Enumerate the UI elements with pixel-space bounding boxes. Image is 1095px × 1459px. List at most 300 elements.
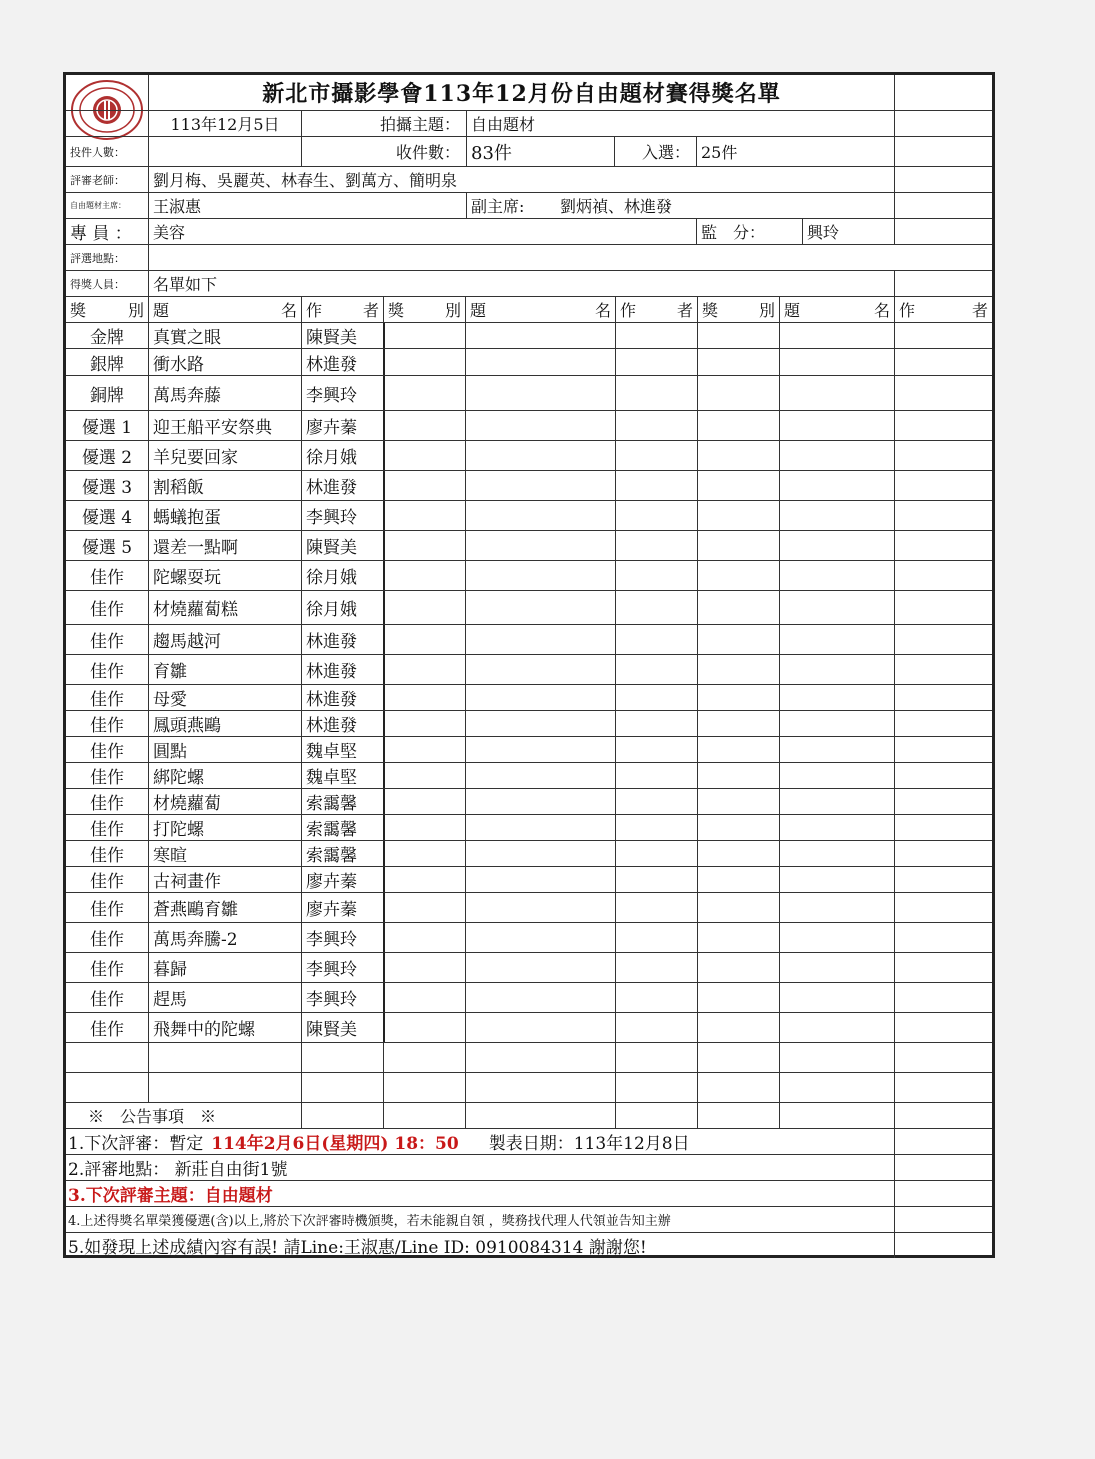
empty-cell — [615, 349, 697, 375]
empty-cell — [465, 531, 615, 560]
title-cell: 蒼燕鷗育雛 — [148, 893, 301, 922]
author-cell: 陳賢美 — [301, 323, 383, 348]
empty-cell — [465, 893, 615, 922]
staff-extra-cell — [894, 219, 992, 244]
author-cell: 索靄馨 — [301, 815, 383, 840]
award-cell: 佳作 — [90, 768, 124, 788]
author-cell: 李興玲 — [301, 501, 383, 530]
empty-cell — [615, 501, 697, 530]
empty-cell — [779, 867, 894, 892]
theme-label: 拍攝主題： — [301, 111, 466, 136]
chair-label: 自由題材主席： — [70, 201, 126, 210]
author-cell: 徐月娥 — [301, 441, 383, 470]
empty-cell — [779, 711, 894, 736]
staff-label: 專 員 ： — [70, 224, 132, 244]
empty-cell — [465, 1073, 615, 1102]
table-row — [66, 501, 992, 531]
empty-cell — [779, 531, 894, 560]
empty-cell — [697, 441, 779, 470]
author-cell: 李興玲 — [301, 983, 383, 1012]
author-cell: 李興玲 — [301, 953, 383, 982]
empty-cell — [465, 441, 615, 470]
notice-made-date: 製表日期：113年12月8日 — [488, 1134, 690, 1154]
award-cell: 佳作 — [90, 794, 124, 814]
empty-cell — [894, 349, 992, 375]
staff-value: 美容 — [148, 219, 696, 244]
table-row — [66, 625, 992, 655]
submitters-value — [148, 137, 301, 166]
empty-cell — [779, 411, 894, 440]
empty-cell — [615, 815, 697, 840]
table-row — [66, 983, 992, 1013]
empty-cell — [465, 561, 615, 590]
award-cell: 佳作 — [90, 900, 124, 920]
empty-cell — [383, 983, 465, 1012]
empty-cell — [894, 1013, 992, 1042]
title-cell: 迎王船平安祭典 — [148, 411, 301, 440]
empty-cell — [894, 763, 992, 788]
empty-cell — [779, 841, 894, 866]
award-cell: 優選 1 — [81, 418, 133, 438]
empty-cell — [465, 1013, 615, 1042]
table-row — [66, 441, 992, 471]
empty-cell — [894, 411, 992, 440]
author-cell: 廖卉蓁 — [301, 411, 383, 440]
title-cell: 暮歸 — [148, 953, 301, 982]
author-cell: 林進發 — [301, 349, 383, 375]
author-cell: 徐月娥 — [301, 591, 383, 624]
winners-row — [66, 271, 992, 297]
empty-cell — [383, 815, 465, 840]
award-cell: 優選 5 — [81, 538, 133, 558]
empty-cell — [894, 655, 992, 684]
empty-cell — [779, 815, 894, 840]
empty-cell — [894, 983, 992, 1012]
judges-row — [66, 167, 992, 193]
empty-cell — [697, 411, 779, 440]
table-row — [66, 471, 992, 501]
empty-cell — [383, 893, 465, 922]
award-cell: 銀牌 — [90, 354, 124, 375]
table-row — [66, 411, 992, 441]
table-row — [66, 323, 992, 349]
notice-next-review-label: 1.下次評審：暫定 — [68, 1134, 204, 1154]
empty-cell — [697, 376, 779, 410]
title-col-header-2: 題 名 — [465, 297, 615, 322]
title-cell: 真實之眼 — [148, 323, 301, 348]
empty-cell — [894, 815, 992, 840]
empty-cell — [465, 323, 615, 348]
empty-cell — [894, 867, 992, 892]
table-row — [66, 953, 992, 983]
notice-extra-cell — [894, 1207, 992, 1232]
empty-cell — [465, 685, 615, 710]
title-cell: 萬馬奔騰-2 — [148, 923, 301, 952]
vice-value: 劉炳禎、林進發 — [560, 197, 673, 216]
notice-next-review-date: 114年2月6日(星期四) 18：50 — [211, 1134, 459, 1154]
empty-cell — [615, 983, 697, 1012]
notice-next-theme: 3.下次評審主題：自由題材 — [68, 1186, 273, 1206]
title-cell: 萬馬奔藤 — [148, 376, 301, 410]
empty-cell — [465, 841, 615, 866]
title-cell: 羊兒要回家 — [148, 441, 301, 470]
empty-cell — [465, 411, 615, 440]
award-cell: 佳作 — [90, 872, 124, 892]
empty-cell — [615, 591, 697, 624]
empty-cell — [465, 953, 615, 982]
empty-cell — [615, 531, 697, 560]
notice-cell — [894, 1103, 992, 1128]
venue-label: 評選地點： — [70, 251, 125, 265]
notice-extra-cell — [894, 1181, 992, 1206]
empty-cell — [894, 711, 992, 736]
empty-cell — [465, 376, 615, 410]
award-cell: 佳作 — [90, 960, 124, 980]
table-row — [66, 685, 992, 711]
title-col-header-3: 題 名 — [779, 297, 894, 322]
author-cell: 索靄馨 — [301, 841, 383, 866]
empty-cell — [697, 841, 779, 866]
table-row — [66, 591, 992, 625]
staff-row — [66, 219, 992, 245]
empty-cell — [383, 411, 465, 440]
title-cell: 還差一點啊 — [148, 531, 301, 560]
award-col-header-2: 獎 別 — [383, 297, 465, 322]
empty-cell — [383, 323, 465, 348]
award-cell: 佳作 — [90, 662, 124, 682]
empty-cell — [697, 867, 779, 892]
award-cell: 銅牌 — [90, 385, 124, 406]
table-row — [66, 1073, 992, 1103]
supervisor-label: 監 分： — [696, 219, 778, 244]
empty-cell — [383, 711, 465, 736]
author-cell: 林進發 — [301, 471, 383, 500]
empty-cell — [779, 953, 894, 982]
empty-cell — [465, 625, 615, 654]
table-row — [66, 815, 992, 841]
empty-cell — [383, 655, 465, 684]
empty-cell — [465, 763, 615, 788]
empty-cell — [697, 893, 779, 922]
empty-cell — [779, 625, 894, 654]
empty-cell — [383, 591, 465, 624]
empty-cell — [894, 893, 992, 922]
empty-cell — [383, 501, 465, 530]
title-cell: 圓點 — [148, 737, 301, 762]
supervisor-value: 興玲 — [802, 219, 894, 244]
empty-cell — [383, 953, 465, 982]
notice-contact: 5.如發現上述成績內容有誤! 請Line:王淑惠/Line ID: 0910084314 謝謝您! — [68, 1238, 647, 1258]
notice-cell — [465, 1103, 615, 1128]
table-row — [66, 1013, 992, 1043]
award-cell: 佳作 — [90, 820, 124, 840]
empty-cell — [697, 625, 779, 654]
empty-cell — [894, 737, 992, 762]
selected-label: 入選： — [614, 137, 696, 166]
empty-cell — [779, 591, 894, 624]
table-row — [66, 1043, 992, 1073]
empty-cell — [615, 841, 697, 866]
award-cell: 佳作 — [90, 600, 124, 620]
column-header-row — [66, 297, 992, 323]
notice-line-5 — [66, 1233, 992, 1258]
empty-cell — [894, 531, 992, 560]
empty-cell — [697, 1013, 779, 1042]
date-theme-row — [66, 111, 992, 137]
theme-extra-cell — [894, 111, 992, 136]
award-cell: 佳作 — [90, 568, 124, 588]
empty-cell — [465, 815, 615, 840]
empty-cell — [894, 789, 992, 814]
author-cell: 林進發 — [301, 685, 383, 710]
title-col-header: 題 名 — [148, 297, 301, 322]
empty-cell — [383, 1013, 465, 1042]
empty-cell — [66, 1073, 148, 1102]
empty-cell — [779, 1073, 894, 1102]
empty-cell — [779, 923, 894, 952]
empty-cell — [779, 376, 894, 410]
author-cell: 李興玲 — [301, 923, 383, 952]
empty-cell — [383, 737, 465, 762]
author-cell: 林進發 — [301, 655, 383, 684]
empty-cell — [697, 983, 779, 1012]
award-col-header: 獎 別 — [70, 301, 144, 320]
author-cell: 陳賢美 — [301, 1013, 383, 1042]
empty-cell — [697, 711, 779, 736]
winners-label: 得獎人員： — [70, 277, 125, 291]
empty-cell — [894, 471, 992, 500]
empty-cell — [301, 1073, 383, 1102]
title-cell: 飛舞中的陀螺 — [148, 1013, 301, 1042]
empty-cell — [697, 349, 779, 375]
title-cell: 古祠畫作 — [148, 867, 301, 892]
empty-cell — [697, 531, 779, 560]
title-cell: 趕馬 — [148, 983, 301, 1012]
title-row — [66, 75, 992, 111]
empty-cell — [894, 1043, 992, 1072]
empty-cell — [615, 867, 697, 892]
chair-value: 王淑惠 — [148, 193, 466, 218]
title-cell: 陀螺耍玩 — [148, 561, 301, 590]
empty-cell — [779, 441, 894, 470]
notice-line-4 — [66, 1207, 992, 1233]
winners-extra-cell — [894, 271, 992, 296]
author-cell: 林進發 — [301, 625, 383, 654]
author-cell: 魏卓堅 — [301, 737, 383, 762]
title-cell: 割稻飯 — [148, 471, 301, 500]
empty-cell — [697, 323, 779, 348]
notice-cell — [697, 1103, 779, 1128]
notice-cell — [383, 1103, 465, 1128]
empty-cell — [615, 471, 697, 500]
empty-cell — [779, 561, 894, 590]
empty-cell — [383, 561, 465, 590]
notice-line-1-text — [66, 1129, 894, 1154]
table-row — [66, 737, 992, 763]
notice-extra-cell — [894, 1233, 992, 1258]
empty-cell — [148, 1043, 301, 1072]
title-cell: 趨馬越河 — [148, 625, 301, 654]
empty-cell — [465, 349, 615, 375]
title-extra-cell — [894, 75, 992, 110]
empty-cell — [779, 737, 894, 762]
date-value: 113年12月5日 — [148, 111, 301, 136]
empty-cell — [697, 789, 779, 814]
author-cell: 索靄馨 — [301, 789, 383, 814]
empty-cell — [615, 1013, 697, 1042]
table-row — [66, 711, 992, 737]
author-cell: 廖卉蓁 — [301, 867, 383, 892]
judges-label: 評審老師： — [70, 173, 125, 187]
award-cell: 金牌 — [90, 328, 124, 348]
empty-cell — [383, 763, 465, 788]
empty-cell — [779, 1043, 894, 1072]
empty-cell — [894, 323, 992, 348]
empty-cell — [465, 737, 615, 762]
title-cell: 寒暄 — [148, 841, 301, 866]
empty-cell — [615, 655, 697, 684]
award-col-header-3: 獎 別 — [697, 297, 779, 322]
empty-cell — [697, 1043, 779, 1072]
notice-cell — [779, 1103, 894, 1128]
award-cell: 佳作 — [90, 930, 124, 950]
empty-cell — [894, 376, 992, 410]
empty-cell — [697, 953, 779, 982]
empty-cell — [894, 923, 992, 952]
author-col-header-2: 作 者 — [615, 297, 697, 322]
empty-cell — [465, 655, 615, 684]
selected-value: 25件 — [696, 137, 894, 166]
author-cell: 陳賢美 — [301, 531, 383, 560]
venue-value — [148, 245, 992, 270]
empty-cell — [615, 711, 697, 736]
table-row — [66, 376, 992, 411]
empty-cell — [383, 685, 465, 710]
notice-cell — [301, 1103, 383, 1128]
empty-cell — [779, 655, 894, 684]
title-cell: 打陀螺 — [148, 815, 301, 840]
winners-value: 名單如下 — [148, 271, 894, 296]
author-cell: 徐月娥 — [301, 561, 383, 590]
award-cell: 優選 4 — [81, 508, 133, 528]
empty-cell — [697, 763, 779, 788]
table-row — [66, 655, 992, 685]
empty-cell — [779, 501, 894, 530]
count-row — [66, 137, 992, 167]
title-cell: 育雛 — [148, 655, 301, 684]
award-sheet — [63, 72, 995, 1258]
empty-cell — [894, 561, 992, 590]
empty-cell — [465, 501, 615, 530]
empty-cell — [615, 625, 697, 654]
award-cell: 佳作 — [90, 846, 124, 866]
empty-cell — [383, 789, 465, 814]
author-cell: 魏卓堅 — [301, 763, 383, 788]
empty-cell — [383, 1043, 465, 1072]
table-row — [66, 561, 992, 591]
empty-cell — [465, 983, 615, 1012]
empty-cell — [894, 501, 992, 530]
empty-cell — [615, 763, 697, 788]
title-cell: 材燒蘿蔔 — [148, 789, 301, 814]
page-title: 新北市攝影學會113年12月份自由題材賽得獎名單 — [148, 75, 894, 110]
theme-value: 自由題材 — [466, 111, 894, 136]
empty-cell — [383, 923, 465, 952]
author-cell: 廖卉蓁 — [301, 893, 383, 922]
empty-cell — [66, 1043, 148, 1072]
title-cell: 母愛 — [148, 685, 301, 710]
title-cell: 衝水路 — [148, 349, 301, 375]
empty-cell — [148, 1073, 301, 1102]
empty-cell — [779, 789, 894, 814]
empty-cell — [697, 501, 779, 530]
empty-cell — [615, 737, 697, 762]
empty-cell — [465, 591, 615, 624]
empty-cell — [697, 471, 779, 500]
empty-cell — [383, 867, 465, 892]
empty-cell — [465, 789, 615, 814]
empty-cell — [779, 893, 894, 922]
notice-extra-cell — [894, 1155, 992, 1180]
empty-cell — [383, 441, 465, 470]
empty-cell — [894, 591, 992, 624]
received-value: 83件 — [466, 137, 614, 166]
award-cell: 佳作 — [90, 1020, 124, 1040]
empty-cell — [465, 867, 615, 892]
notice-heading: ※ 公告事項 ※ — [88, 1107, 217, 1126]
empty-cell — [615, 1043, 697, 1072]
empty-cell — [779, 983, 894, 1012]
empty-cell — [465, 711, 615, 736]
empty-cell — [697, 815, 779, 840]
award-cell: 佳作 — [90, 632, 124, 652]
empty-cell — [383, 376, 465, 410]
empty-cell — [301, 1043, 383, 1072]
received-label: 收件數： — [301, 137, 466, 166]
empty-cell — [615, 893, 697, 922]
count-extra-cell — [894, 137, 992, 166]
author-cell: 李興玲 — [301, 376, 383, 410]
empty-cell — [894, 841, 992, 866]
judges-extra-cell — [894, 167, 992, 192]
title-cell: 材燒蘿蔔糕 — [148, 591, 301, 624]
empty-cell — [615, 323, 697, 348]
award-cell: 優選 3 — [81, 478, 133, 498]
empty-cell — [894, 953, 992, 982]
notice-line-3 — [66, 1181, 992, 1207]
table-row — [66, 349, 992, 376]
empty-cell — [894, 441, 992, 470]
empty-cell — [779, 1013, 894, 1042]
empty-cell — [894, 685, 992, 710]
empty-cell — [615, 953, 697, 982]
table-row — [66, 841, 992, 867]
table-row — [66, 923, 992, 953]
empty-cell — [465, 923, 615, 952]
empty-cell — [383, 471, 465, 500]
empty-cell — [465, 471, 615, 500]
award-cell: 佳作 — [90, 990, 124, 1010]
table-row — [66, 867, 992, 893]
empty-cell — [383, 349, 465, 375]
empty-cell — [697, 561, 779, 590]
empty-cell — [779, 685, 894, 710]
award-cell: 佳作 — [90, 690, 124, 710]
empty-cell — [779, 323, 894, 348]
empty-cell — [779, 471, 894, 500]
title-cell: 鳳頭燕鷗 — [148, 711, 301, 736]
notice-cell — [615, 1103, 697, 1128]
